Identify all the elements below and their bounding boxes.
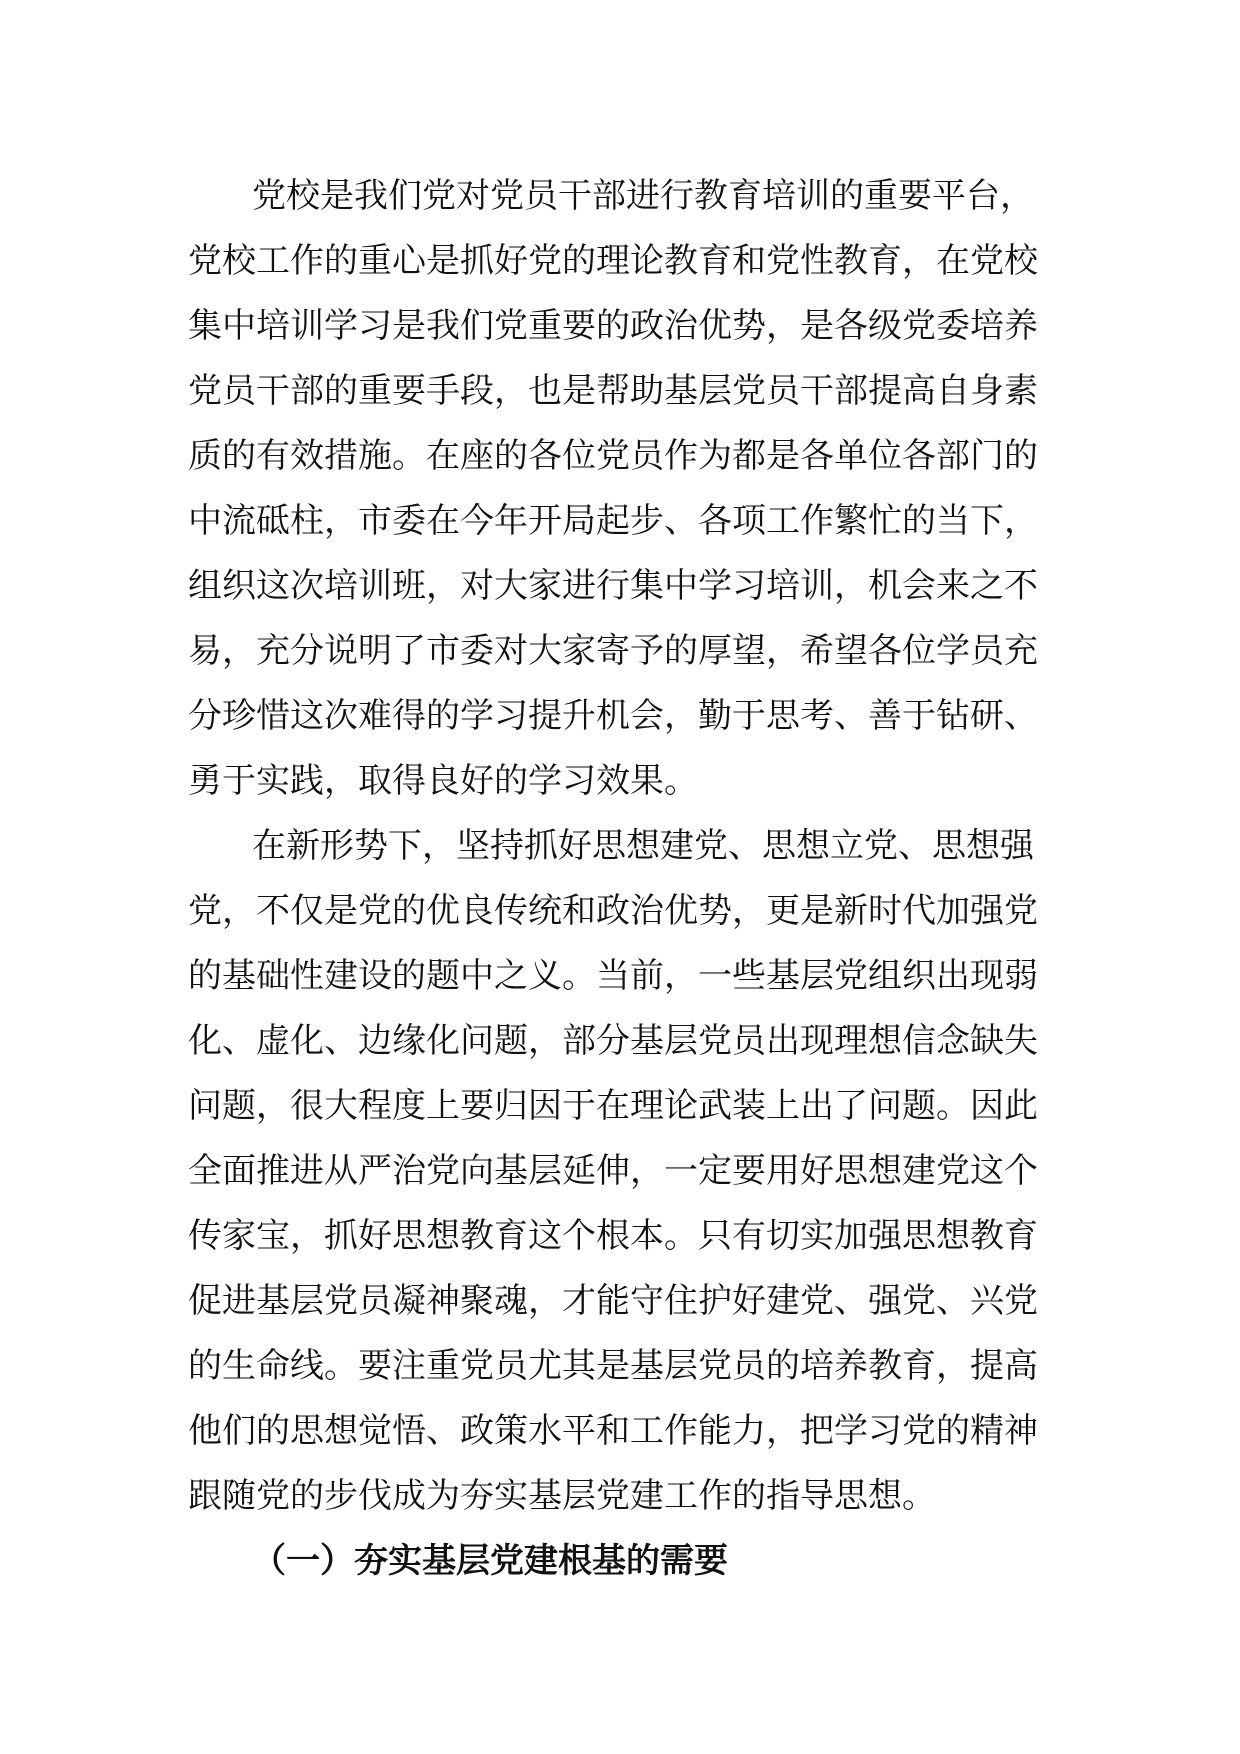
paragraph-line: 他们的思想觉悟、政策水平和工作能力，把学习党的精神 [188,1411,1038,1451]
paragraph-line: 问题，很大程度上要归因于在理论武装上出了问题。因此 [188,1086,1038,1126]
paragraph-line: 的生命线。要注重党员尤其是基层党员的培养教育，提高 [188,1346,1038,1386]
paragraph-line: 分珍惜这次难得的学习提升机会，勤于思考、善于钻研、 [188,696,1038,736]
paragraph-line: 中流砥柱，市委在今年开局起步、各项工作繁忙的当下， [188,501,1038,541]
paragraph-line: 质的有效措施。在座的各位党员作为都是各单位各部门的 [188,436,1038,476]
paragraph-line: 在新形势下，坚持抓好思想建党、思想立党、思想强 [252,826,1034,866]
paragraph-line: 全面推进从严治党向基层延伸，一定要用好思想建党这个 [188,1151,1038,1191]
body-text [188,164,1064,1594]
paragraph-2 [188,814,1064,1529]
paragraph-line: 组织这次培训班，对大家进行集中学习培训，机会来之不 [188,566,1038,606]
paragraph-line: 化、虚化、边缘化问题，部分基层党员出现理想信念缺失 [188,1021,1038,1061]
paragraph-line: 传家宝，抓好思想教育这个根本。只有切实加强思想教育 [188,1216,1038,1256]
paragraph-line: 易，充分说明了市委对大家寄予的厚望，希望各位学员充 [188,631,1038,671]
paragraph-line: 党员干部的重要手段，也是帮助基层党员干部提高自身素 [188,371,1038,411]
paragraph-line: 党校工作的重心是抓好党的理论教育和党性教育，在党校 [188,241,1038,281]
paragraph-line: 的基础性建设的题中之义。当前，一些基层党组织出现弱 [188,956,1038,996]
paragraph-line: 党校是我们党对党员干部进行教育培训的重要平台， [252,176,1034,216]
paragraph-line: 促进基层党员凝神聚魂，才能守住护好建党、强党、兴党 [188,1281,1038,1321]
section-heading: （一）夯实基层党建根基的需要 [252,1541,728,1581]
paragraph-line: 跟随党的步伐成为夯实基层党建工作的指导思想。 [188,1476,936,1516]
paragraph-line: 党，不仅是党的优良传统和政治优势，更是新时代加强党 [188,891,1038,931]
paragraph-line: 集中培训学习是我们党重要的政治优势，是各级党委培养 [188,306,1038,346]
paragraph-line: 勇于实践，取得良好的学习效果。 [188,761,698,801]
paragraph-1 [188,164,1064,814]
